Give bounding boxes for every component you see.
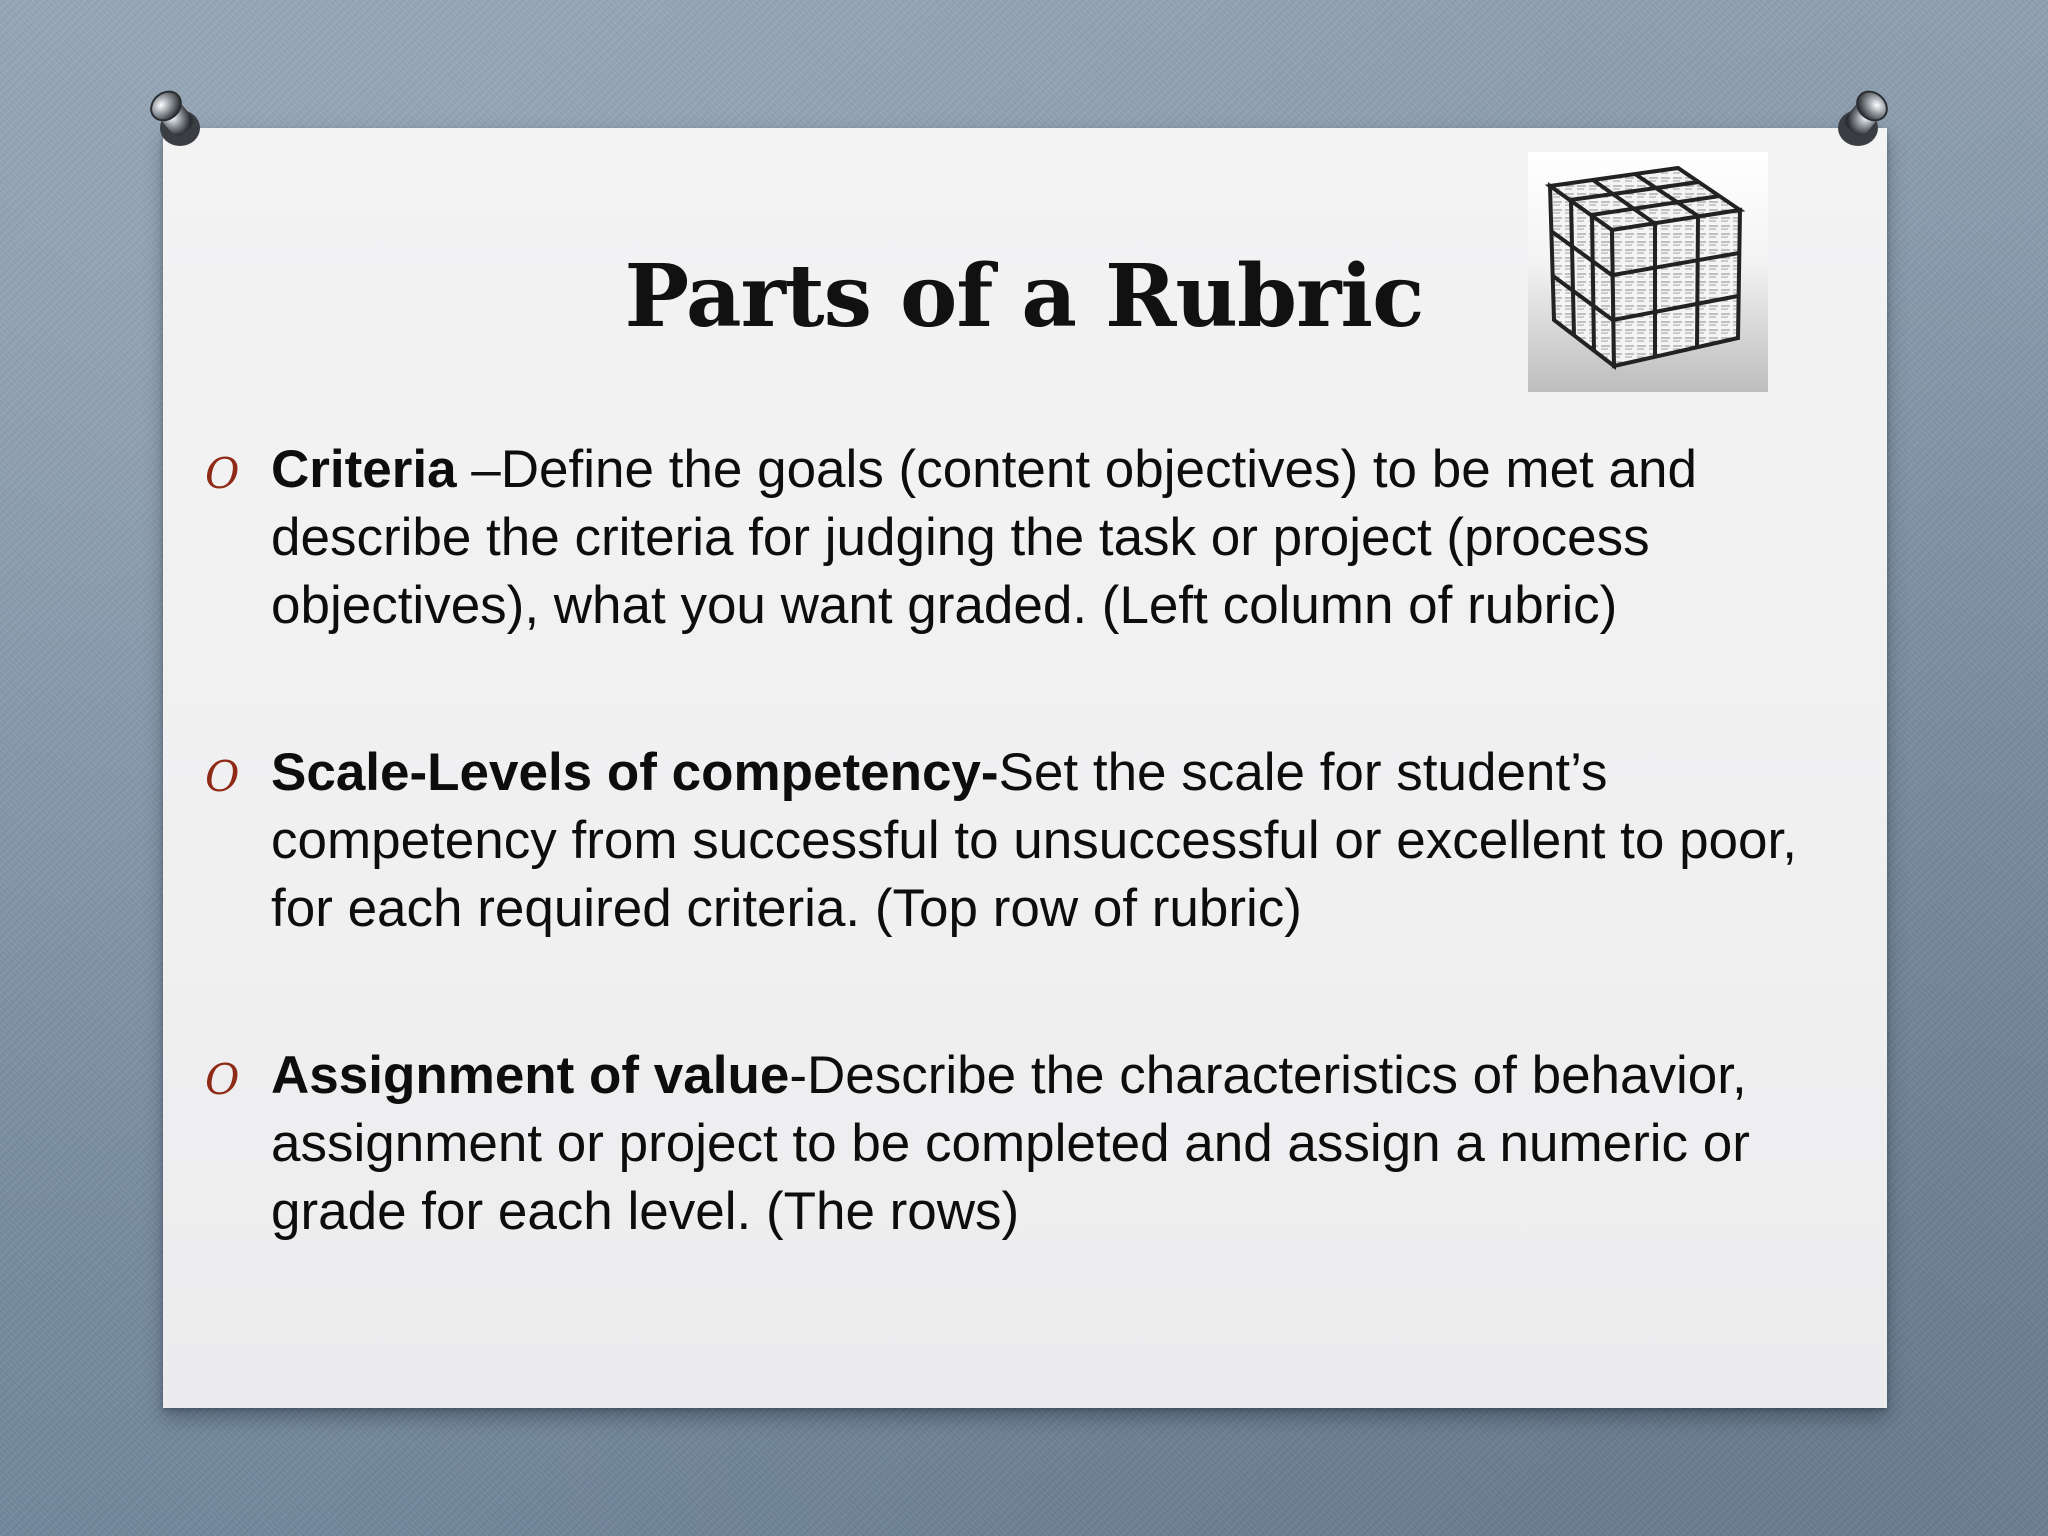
bullet-text: –Define the goals (content objectives) to be met and describe the criteria for judging the task or project (process objectives), what you want graded. (Left column of rubric)	[271, 440, 1697, 635]
pushpin-right-icon	[1826, 84, 1898, 156]
bullet-scale-levels	[205, 739, 1865, 943]
bullet-term: Assignment of value	[271, 1046, 790, 1105]
pushpin-left-icon	[140, 84, 212, 156]
bullet-marker-icon: O	[205, 752, 240, 801]
bullet-list	[205, 436, 1865, 1345]
bullet-criteria	[205, 436, 1865, 640]
slide-title: Parts of a Rubric	[624, 246, 1424, 347]
bullet-term: Criteria	[271, 440, 457, 499]
bullet-term: Scale-Levels of competency-	[271, 743, 999, 802]
bullet-text: Set the scale for student’s competency from successful to unsuccessful or excellent to poor, for each required criteria. (Top row of rubric)	[271, 743, 1797, 938]
bullet-text: -Describe the characteristics of behavior, assignment or project to be completed and assign a numeric or grade for each level. (The rows)	[271, 1046, 1750, 1241]
bullet-assignment-of-value	[205, 1042, 1865, 1246]
cube-icon	[1528, 152, 1768, 392]
bullet-marker-icon: O	[205, 449, 240, 498]
bullet-marker-icon: O	[205, 1055, 240, 1104]
rubik-cube-image	[1528, 152, 1768, 392]
